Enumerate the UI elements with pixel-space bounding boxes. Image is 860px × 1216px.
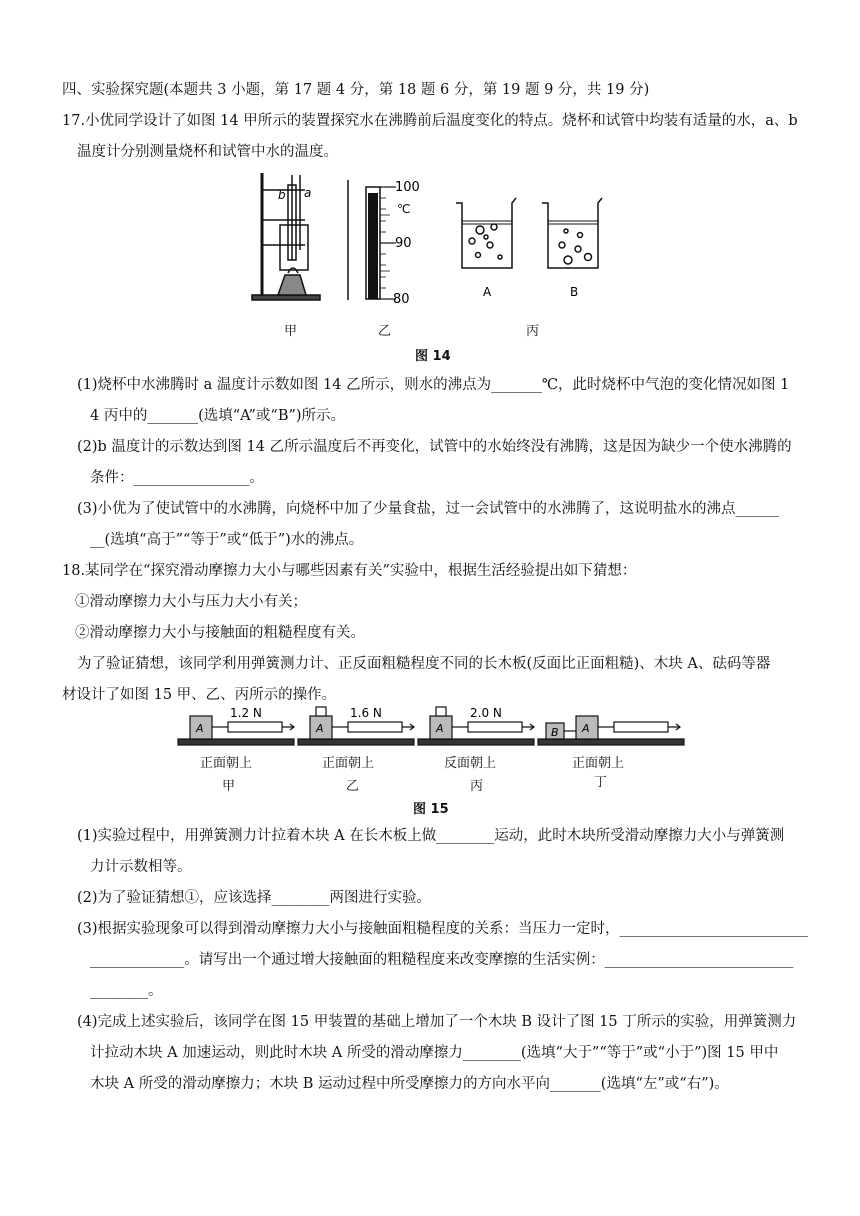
- q17-part2-line1: (2)b 温度计的示数达到图 14 乙所示温度后不再变化，试管中的水始终没有沸腾，这是因为缺少一个使水沸腾的: [77, 439, 792, 455]
- q18-part4-line1: (4)完成上述实验后，该同学在图 15 甲装置的基础上增加了一个木块 B 设计了图 15 丁所示的实验，用弹簧测力: [77, 1014, 797, 1030]
- panel-bing-force: 2.0 N: [470, 706, 502, 720]
- beaker-a-label: A: [483, 285, 492, 299]
- therm-tick-100: 100: [395, 180, 420, 195]
- q18-part3-line3: ________。: [90, 983, 163, 999]
- panel-bing-block: A: [436, 722, 444, 735]
- q17-stem-line2: 温度计分别测量烧杯和试管中水的温度。: [77, 144, 338, 160]
- q17-part1-line2: 4 丙中的_______(选填“A”或“B”)所示。: [90, 408, 346, 424]
- q18-intro-line2: 材设计了如图 15 甲、乙、丙所示的操作。: [62, 687, 337, 703]
- therm-tick-80: 80: [393, 292, 410, 307]
- q17-stem-line1: 17.小优同学设计了如图 14 甲所示的装置探究水在沸腾前后温度变化的特点。烧杯和试管中均装有适量的水，a、b: [62, 113, 798, 129]
- beaker-b-label: B: [570, 285, 579, 299]
- q18-part3-line2: _____________。请写出一个通过增大接触面的粗糙程度来改变摩擦的生活实例：__________________________: [90, 952, 794, 968]
- q18-part3-line1: (3)根据实验现象可以得到滑动摩擦力大小与接触面粗糙程度的关系：当压力一定时，__________________________: [77, 921, 809, 937]
- panel-yi-force: 1.6 N: [350, 706, 382, 720]
- beaker-b: [542, 198, 602, 268]
- therm-tick-90: 90: [395, 236, 412, 251]
- q18-guess1: ①滑动摩擦力大小与压力大小有关；: [75, 594, 307, 610]
- fig14-label-jia: 甲: [284, 324, 298, 339]
- fig14-label-bing: 丙: [526, 324, 540, 339]
- q17-part1-line1: (1)烧杯中水沸腾时 a 温度计示数如图 14 乙所示，则水的沸点为_______℃，此时烧杯中气泡的变化情况如图 1: [77, 377, 790, 393]
- thermometer: [348, 180, 396, 300]
- beaker-a: [456, 198, 516, 268]
- therm-b-label: b: [278, 188, 286, 202]
- q18-part1-line2: 力计示数相等。: [90, 859, 192, 875]
- q18-part4-line3: 木块 A 所受的滑动摩擦力；木块 B 运动过程中所受摩擦力的方向水平向_______(选填“左”或“右”)。: [90, 1076, 729, 1092]
- panel-ding-block-b: B: [551, 726, 559, 739]
- q18-part4-line2: 计拉动木块 A 加速运动，则此时木块 A 所受的滑动摩擦力________(选填“大于”“等于”或“小于”)图 15 甲中: [90, 1045, 779, 1061]
- therm-a-label: a: [304, 186, 312, 200]
- q18-part2-line1: (2)为了验证猜想①，应该选择________两图进行实验。: [77, 890, 432, 906]
- figure-15: [0, 700, 860, 800]
- panel-jia-name: 甲: [222, 779, 236, 794]
- panel-ding: [538, 716, 684, 745]
- panel-yi-name: 乙: [346, 779, 360, 794]
- panel-ding-name: 丁: [594, 775, 608, 790]
- q18-guess2: ②滑动摩擦力大小与接触面的粗糙程度有关。: [75, 625, 365, 641]
- q17-part2-line2: 条件：________________。: [90, 470, 264, 486]
- q18-stem-line1: 18.某同学在“探究滑动摩擦力大小与哪些因素有关”实验中，根据生活经验提出如下猜想：: [62, 563, 637, 579]
- q17-part3-line1: (3)小优为了使试管中的水沸腾，向烧杯中加了少量食盐，过一会试管中的水沸腾了，这说明盐水的沸点______: [77, 501, 780, 517]
- panel-ding-block-a: A: [582, 722, 590, 735]
- panel-ding-face: 正面朝上: [572, 756, 625, 771]
- panel-jia-force: 1.2 N: [230, 706, 262, 720]
- q18-intro-line1: 为了验证猜想，该同学利用弹簧测力计、正反面粗糙程度不同的长木板(反面比正面粗糙)、木块 A、砝码等器: [77, 656, 771, 672]
- panel-jia-face: 正面朝上: [200, 756, 253, 771]
- fig15-caption: 图 15: [413, 802, 449, 817]
- fig14-caption: 图 14: [415, 349, 451, 364]
- panel-jia-block: A: [196, 722, 204, 735]
- q17-part3-line2: __(选填“高于”“等于”或“低于”)水的沸点。: [90, 532, 364, 548]
- figure-14: [0, 165, 860, 365]
- fig14-label-yi: 乙: [378, 324, 392, 339]
- panel-bing-face: 反面朝上: [444, 756, 497, 771]
- panel-yi-face: 正面朝上: [322, 756, 375, 771]
- section-heading: 四、实验探究题(本题共 3 小题，第 17 题 4 分，第 18 题 6 分，第 19 题 9 分，共 19 分): [62, 82, 650, 98]
- q18-part1-line1: (1)实验过程中，用弹簧测力计拉着木块 A 在长木板上做________运动，此时木块所受滑动摩擦力大小与弹簧测: [77, 828, 785, 844]
- panel-yi-block: A: [316, 722, 324, 735]
- panel-bing-name: 丙: [470, 779, 484, 794]
- therm-unit: ℃: [397, 202, 411, 216]
